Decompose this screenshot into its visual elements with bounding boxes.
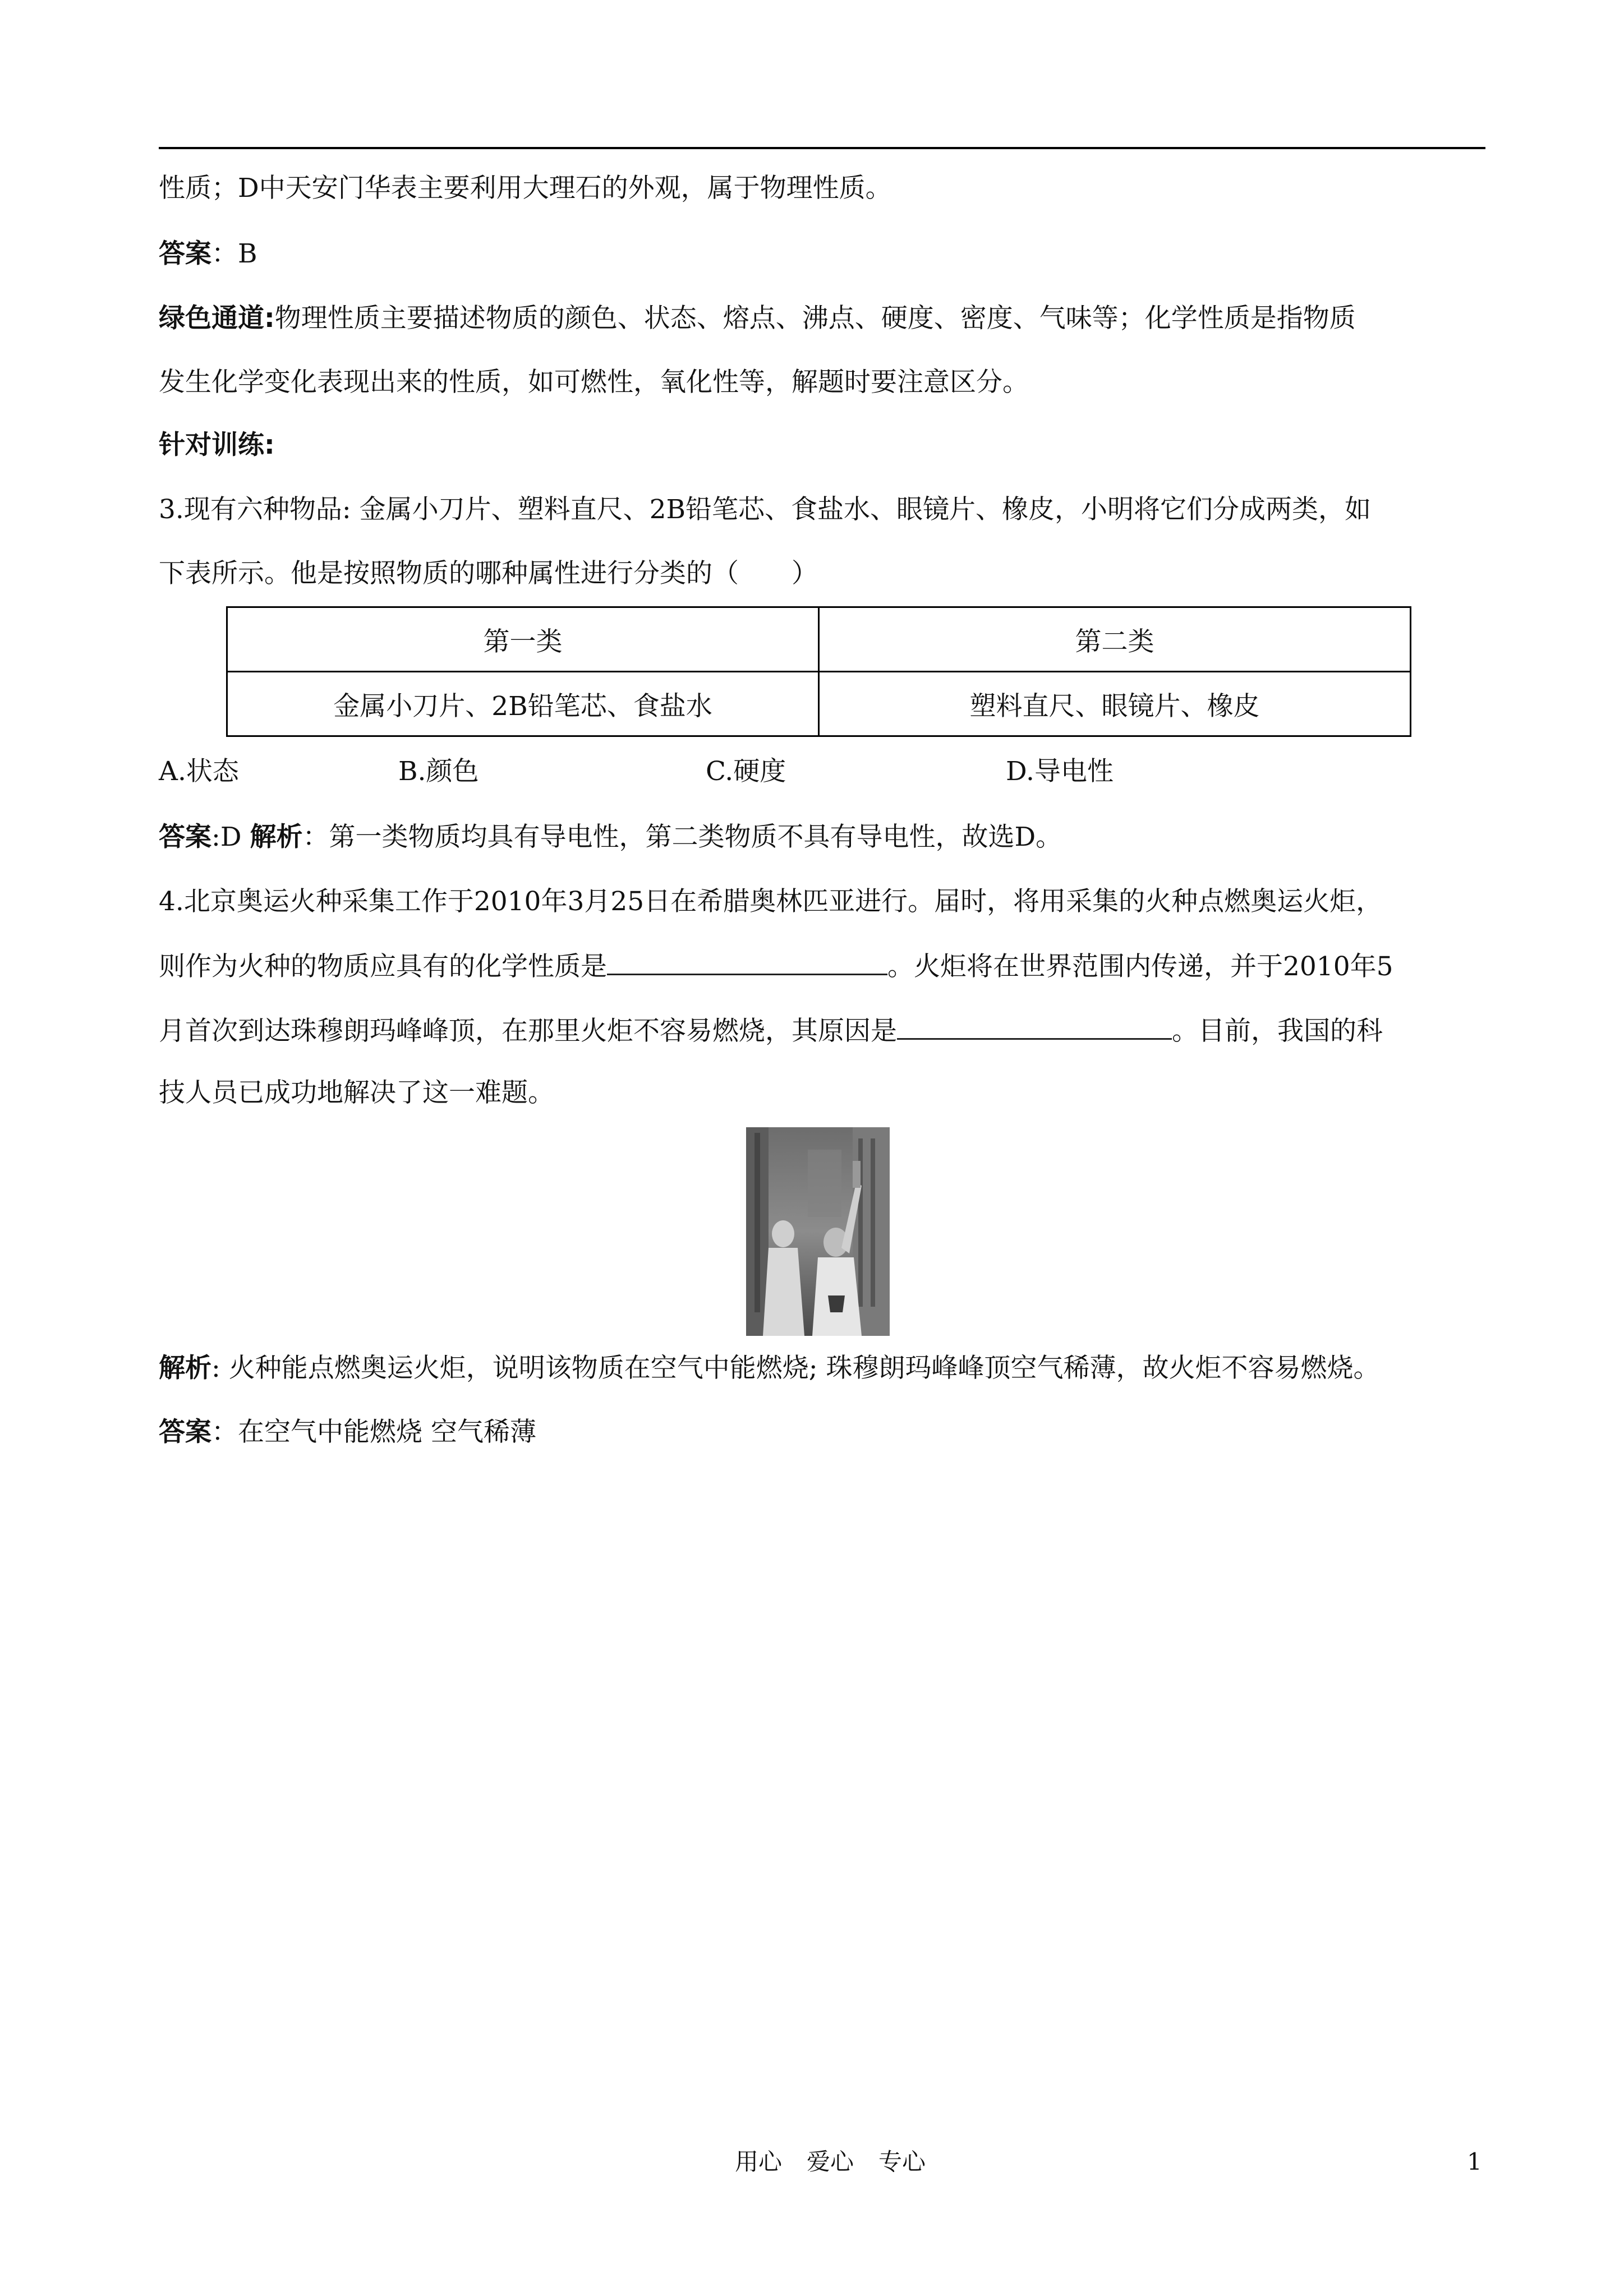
answer-label: 答案 xyxy=(159,1417,211,1447)
question-4-text-1: 4.北京奥运火种采集工作于2010年3月25日在希腊奥林匹亚进行。届时，将用采集的火种点燃奥运火炬， xyxy=(159,886,1383,917)
analysis-text: ：第一类物质均具有导电性，第二类物质不具有导电性，故选D。 xyxy=(302,822,1062,852)
question-4-line-2 xyxy=(159,948,1485,984)
footer-motto xyxy=(735,2146,926,2178)
question-4-text-3a: 月首次到达珠穆朗玛峰峰顶，在那里火炬不容易燃烧，其原因是 xyxy=(159,1016,897,1046)
green-channel-label: 绿色通道: xyxy=(159,303,275,334)
question-4-line-4 xyxy=(159,1076,1485,1110)
answer-3-line xyxy=(159,820,1485,854)
question-4-text-2a: 则作为火种的物质应具有的化学性质是 xyxy=(159,951,607,982)
analysis-4-line xyxy=(159,1352,1485,1385)
question-3-text-1: 3.现有六种物品: 金属小刀片、塑料直尺、2B铅笔芯、食盐水、眼镜片、橡皮，小明将它们分成两类，如 xyxy=(159,494,1372,525)
continued-explanation: 性质；D中天安门华表主要利用大理石的外观，属于物理性质。 xyxy=(159,173,892,204)
table-row xyxy=(227,672,1411,736)
training-heading-line xyxy=(159,428,1485,462)
question-3-line-2 xyxy=(159,557,1485,591)
question-4-line-3 xyxy=(159,1012,1485,1048)
footer-word-1: 用心 xyxy=(735,2148,783,2175)
analysis-label: 解析 xyxy=(250,822,303,852)
question-4-text-4: 技人员已成功地解决了这一难题。 xyxy=(159,1077,554,1108)
analysis-text: : 火种能点燃奥运火炬，说明该物质在空气中能燃烧; 珠穆朗玛峰峰顶空气稀薄，故火炬不容易燃烧。 xyxy=(211,1353,1380,1384)
answer-value: :D xyxy=(211,822,250,852)
option-d: D.导电性 xyxy=(1006,756,1114,787)
answer-blank-2[interactable] xyxy=(897,1012,1172,1040)
table-header-cell-1: 第一类 xyxy=(227,607,819,672)
answer-value: ：在空气中能燃烧 空气稀薄 xyxy=(211,1417,536,1447)
classification-table xyxy=(226,606,1411,737)
green-channel-text-2: 发生化学变化表现出来的性质，如可燃性，氧化性等，解题时要注意区分。 xyxy=(159,367,1029,398)
torch-lighting-photo xyxy=(746,1127,890,1336)
answer-1-line xyxy=(159,237,1485,271)
option-a: A.状态 xyxy=(159,756,239,787)
analysis-label: 解析 xyxy=(159,1353,211,1384)
photo-image xyxy=(746,1127,890,1336)
header-rule xyxy=(159,147,1485,149)
table-header-cell-2: 第二类 xyxy=(819,607,1411,672)
option-c: C.硬度 xyxy=(706,756,786,787)
answer-label: 答案 xyxy=(159,238,211,269)
table-cell-group-1: 金属小刀片、2B铅笔芯、食盐水 xyxy=(227,672,819,736)
green-channel-text-1: 物理性质主要描述物质的颜色、状态、熔点、沸点、硬度、密度、气味等；化学性质是指物质 xyxy=(274,303,1356,334)
question-4-text-2b: 。火炬将在世界范围内传递，并于2010年5 xyxy=(887,951,1393,982)
option-b: B.颜色 xyxy=(398,756,479,787)
table-header-row xyxy=(227,607,1411,672)
answer-value: ：B xyxy=(211,238,257,269)
footer-word-3: 专心 xyxy=(878,2148,926,2175)
question-3-line-1 xyxy=(159,493,1485,527)
text-line-1 xyxy=(159,172,1485,205)
footer-word-2: 爱心 xyxy=(807,2148,854,2175)
question-4-line-1 xyxy=(159,885,1485,919)
training-heading: 针对训练: xyxy=(159,430,275,460)
question-4-text-3b: 。目前，我国的科 xyxy=(1172,1016,1383,1046)
page-number: 1 xyxy=(1467,2148,1482,2175)
green-channel-line-2 xyxy=(159,366,1485,399)
answer-blank-1[interactable] xyxy=(607,948,887,975)
green-channel-line-1 xyxy=(159,302,1485,335)
table-cell-group-2: 塑料直尺、眼镜片、橡皮 xyxy=(819,672,1411,736)
question-3-text-2: 下表所示。他是按照物质的哪种属性进行分类的（ ） xyxy=(159,558,818,589)
answer-4-line xyxy=(159,1416,1485,1449)
answer-label: 答案 xyxy=(159,822,211,852)
